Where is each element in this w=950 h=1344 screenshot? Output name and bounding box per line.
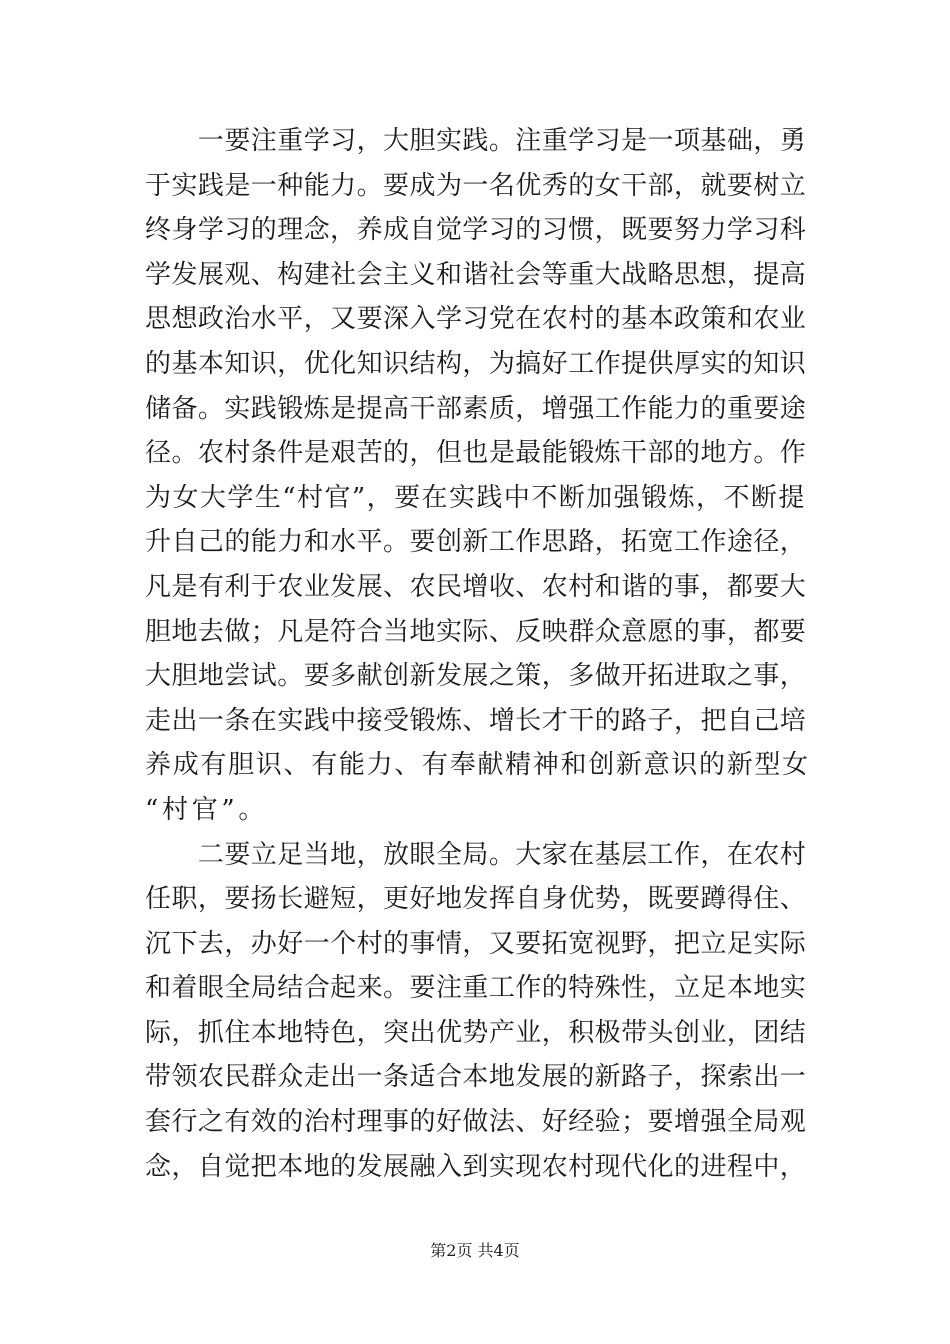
text-line: 养成有胆识、有能力、有奉献精神和创新意识的新型女 xyxy=(145,750,810,781)
text-line: 际，抓住本地特色，突出优势产业，积极带头创业，团结 xyxy=(145,1017,807,1048)
text-line: 的基本知识，优化知识结构，为搞好工作提供厚实的知识 xyxy=(145,348,807,379)
text-line: 思想政治水平，又要深入学习党在农村的基本政策和农业 xyxy=(145,304,807,335)
text-line: 储备。实践锻炼是提高干部素质，增强工作能力的重要途 xyxy=(145,393,807,424)
text-line: 胆地去做；凡是符合当地实际、反映群众意愿的事，都要 xyxy=(145,616,807,647)
text-line: 念，自觉把本地的发展融入到实现农村现代化的进程中， xyxy=(145,1151,807,1182)
text-line: 终身学习的理念，养成自觉学习的习惯，既要努力学习科 xyxy=(145,215,807,246)
text-line: “村官”。 xyxy=(145,794,269,825)
text-line: 套行之有效的治村理事的好做法、好经验；要增强全局观 xyxy=(145,1107,807,1138)
text-line: 一要注重学习，大胆实践。注重学习是一项基础，勇 xyxy=(145,126,807,156)
text-line: 走出一条在实践中接受锻炼、增长才干的路子，把自己培 xyxy=(145,705,807,736)
text-line: 凡是有利于农业发展、农民增收、农村和谐的事，都要大 xyxy=(145,571,807,602)
text-line: 径。农村条件是艰苦的，但也是最能锻炼干部的地方。作 xyxy=(145,438,807,469)
text-line: 沉下去，办好一个村的事情，又要拓宽视野，把立足实际 xyxy=(145,928,807,959)
text-line: 为女大学生“村官”，要在实践中不断加强锻炼，不断提 xyxy=(145,482,806,513)
text-line: 升自己的能力和水平。要创新工作思路，拓宽工作途径， xyxy=(145,527,807,558)
text-line: 带领农民群众走出一条适合本地发展的新路子，探索出一 xyxy=(145,1062,807,1093)
page-number-footer: 第2页 共4页 xyxy=(430,1241,520,1260)
text-line: 于实践是一种能力。要成为一名优秀的女干部，就要树立 xyxy=(145,170,807,201)
body-text xyxy=(145,119,810,1189)
text-line: 和着眼全局结合起来。要注重工作的特殊性，立足本地实 xyxy=(145,973,807,1004)
text-line: 任职，要扬长避短，更好地发挥自身优势，既要蹲得住、 xyxy=(145,884,807,915)
text-line: 二要立足当地，放眼全局。大家在基层工作，在农村 xyxy=(145,839,807,870)
text-line: 学发展观、构建社会主义和谐社会等重大战略思想，提高 xyxy=(145,259,807,290)
text-line: 大胆地尝试。要多献创新发展之策，多做开拓进取之事， xyxy=(145,661,807,692)
